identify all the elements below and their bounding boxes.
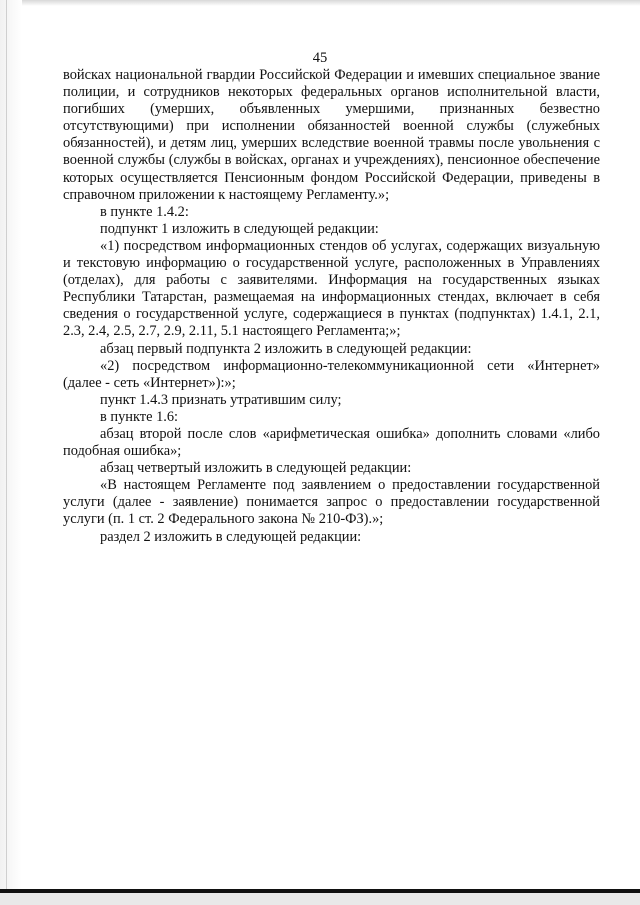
paragraph-clause-1-6-para-4: абзац четвертый изложить в следующей редакции: — [100, 460, 412, 477]
paragraph-subclause-2-text: «2) посредством информационно-телекоммуникационной сети «Интернет» (далее - сеть «Интернет»):»; — [63, 357, 600, 391]
paragraph-subclause-1: подпункт 1 изложить в следующей редакции: — [100, 220, 379, 237]
paragraph-clause-1-6-para-4-text: «В настоящем Регламенте под заявлением о предоставлении государственной услуги (далее - заявление) понимается запрос о предоставлении государственной услуги (п. 1 ст. 2 Федерального закона № 210-ФЗ).»; — [63, 477, 600, 528]
scan-edge-left — [0, 0, 22, 905]
paragraph-clause-1-6-para-2: абзац второй после слов «арифметическая ошибка» дополнить словами «либо подобная ошибка»; — [63, 425, 600, 460]
paragraph-section-2: раздел 2 изложить в следующей редакции: — [100, 528, 362, 545]
paragraph-subclause-1-text: «1) посредством информационных стендов об услугах, содержащих визуальную и текстовую информацию о государственной услуге, расположенных в Управлениях (отделах), для работы с заявителями. Информация на государственных языках Республики Татарстан, размещаемая на информационных стендах, включает в себя сведения о государственной услуге, содержащиеся в пунктах (подпунктах) 1.4.1, 2.1, 2.3, 2.4, 2.5, 2.7, 2.9, 2.11, 5.1 настоящего Регламента;»; — [63, 237, 600, 340]
paragraph-subclause-2: абзац первый подпункта 2 изложить в следующей редакции: — [100, 340, 472, 357]
paragraph-clause-1-6: в пункте 1.6: — [100, 408, 179, 425]
scan-artifact-line — [6, 0, 7, 905]
document-body — [63, 67, 600, 546]
page-number: 45 — [312, 50, 328, 66]
paragraph-clause-1-4-2: в пункте 1.4.2: — [100, 203, 189, 220]
scan-bottom-strip — [0, 893, 640, 905]
paragraph-clause-1-4-3: пункт 1.4.3 признать утратившим силу; — [100, 391, 342, 408]
scan-edge-top — [0, 0, 640, 6]
paragraph-continuation: войсках национальной гвардии Российской Федерации и имевших специальное звание полиции, и сотрудников некоторых федеральных органов исполнительной власти, погибших (умерших, объявленных умершими, признанных безвестно отсутствующими) при исполнении обязанностей военной службы (служебных обязанностей), и детям лиц, умерших вследствие военной травмы после увольнения с военной службы (службы в войсках, органах и учреждениях), пенсионное обеспечение которых осуществляется Пенсионным фондом Российской Федерации, приведены в справочном приложении к настоящему Регламенту.»; — [63, 67, 600, 203]
